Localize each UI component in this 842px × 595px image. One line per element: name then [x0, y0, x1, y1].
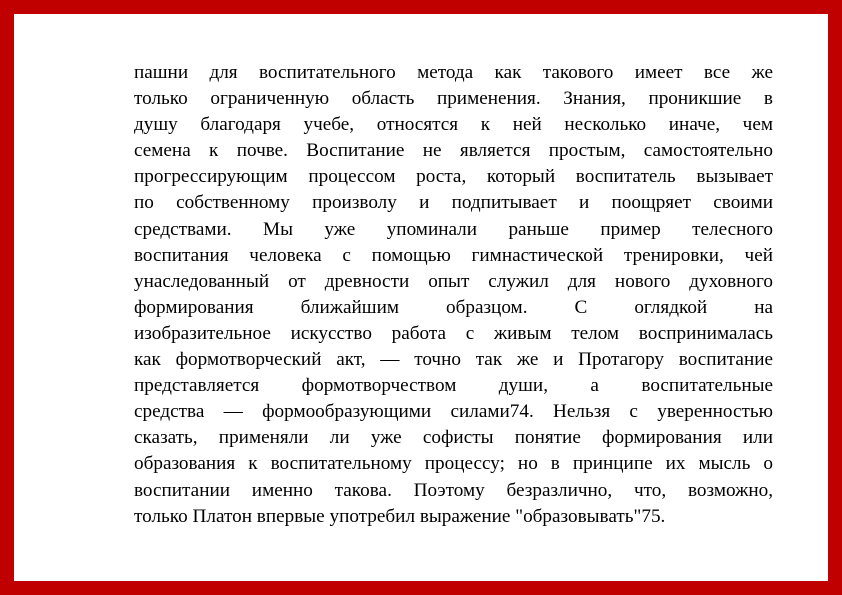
text-line: средствами. Мы уже упоминали раньше пример телесного: [134, 218, 773, 240]
text-line: изобразительное искусство работа с живым телом воспринималась: [134, 322, 773, 344]
text-line: унаследованный от древности опыт служил для нового духовного: [134, 270, 773, 292]
text-line: семена к почве. Воспитание не является простым, самостоятельно: [134, 140, 773, 162]
text-line: прогрессирующим процессом роста, который воспитатель вызывает: [134, 166, 773, 188]
text-line: средства — формообразующими силами74. Нельзя с уверенностью: [134, 401, 773, 423]
text-line: представляется формотворчеством души, а воспитательные: [134, 375, 773, 397]
text-line: воспитания человека с помощью гимнастической тренировки, чей: [134, 244, 773, 266]
text-line: только Платон впервые употребил выражение "образовывать"75.: [134, 505, 666, 527]
text-line: пашни для воспитательного метода как такового имеет все же: [134, 62, 773, 83]
text-line: формирования ближайшим образцом. С оглядкой на: [134, 296, 773, 318]
text-line: как формотворческий акт, — точно так же и Протагору воспитание: [134, 349, 773, 371]
text-line: по собственному произволу и подпитывает и поощряет своими: [134, 192, 773, 214]
text-line: сказать, применяли ли уже софисты понятие формирования или: [134, 427, 773, 449]
text-line: образования к воспитательному процессу; но в принципе их мысль о: [134, 453, 773, 475]
text-line: только ограниченную область применения. Знания, проникшие в: [134, 88, 773, 110]
body-text: [134, 60, 773, 530]
text-line: воспитании именно такова. Поэтому безразлично, что, возможно,: [134, 479, 773, 501]
text-line: душу благодаря учебе, относятся к ней несколько иначе, чем: [134, 114, 773, 136]
